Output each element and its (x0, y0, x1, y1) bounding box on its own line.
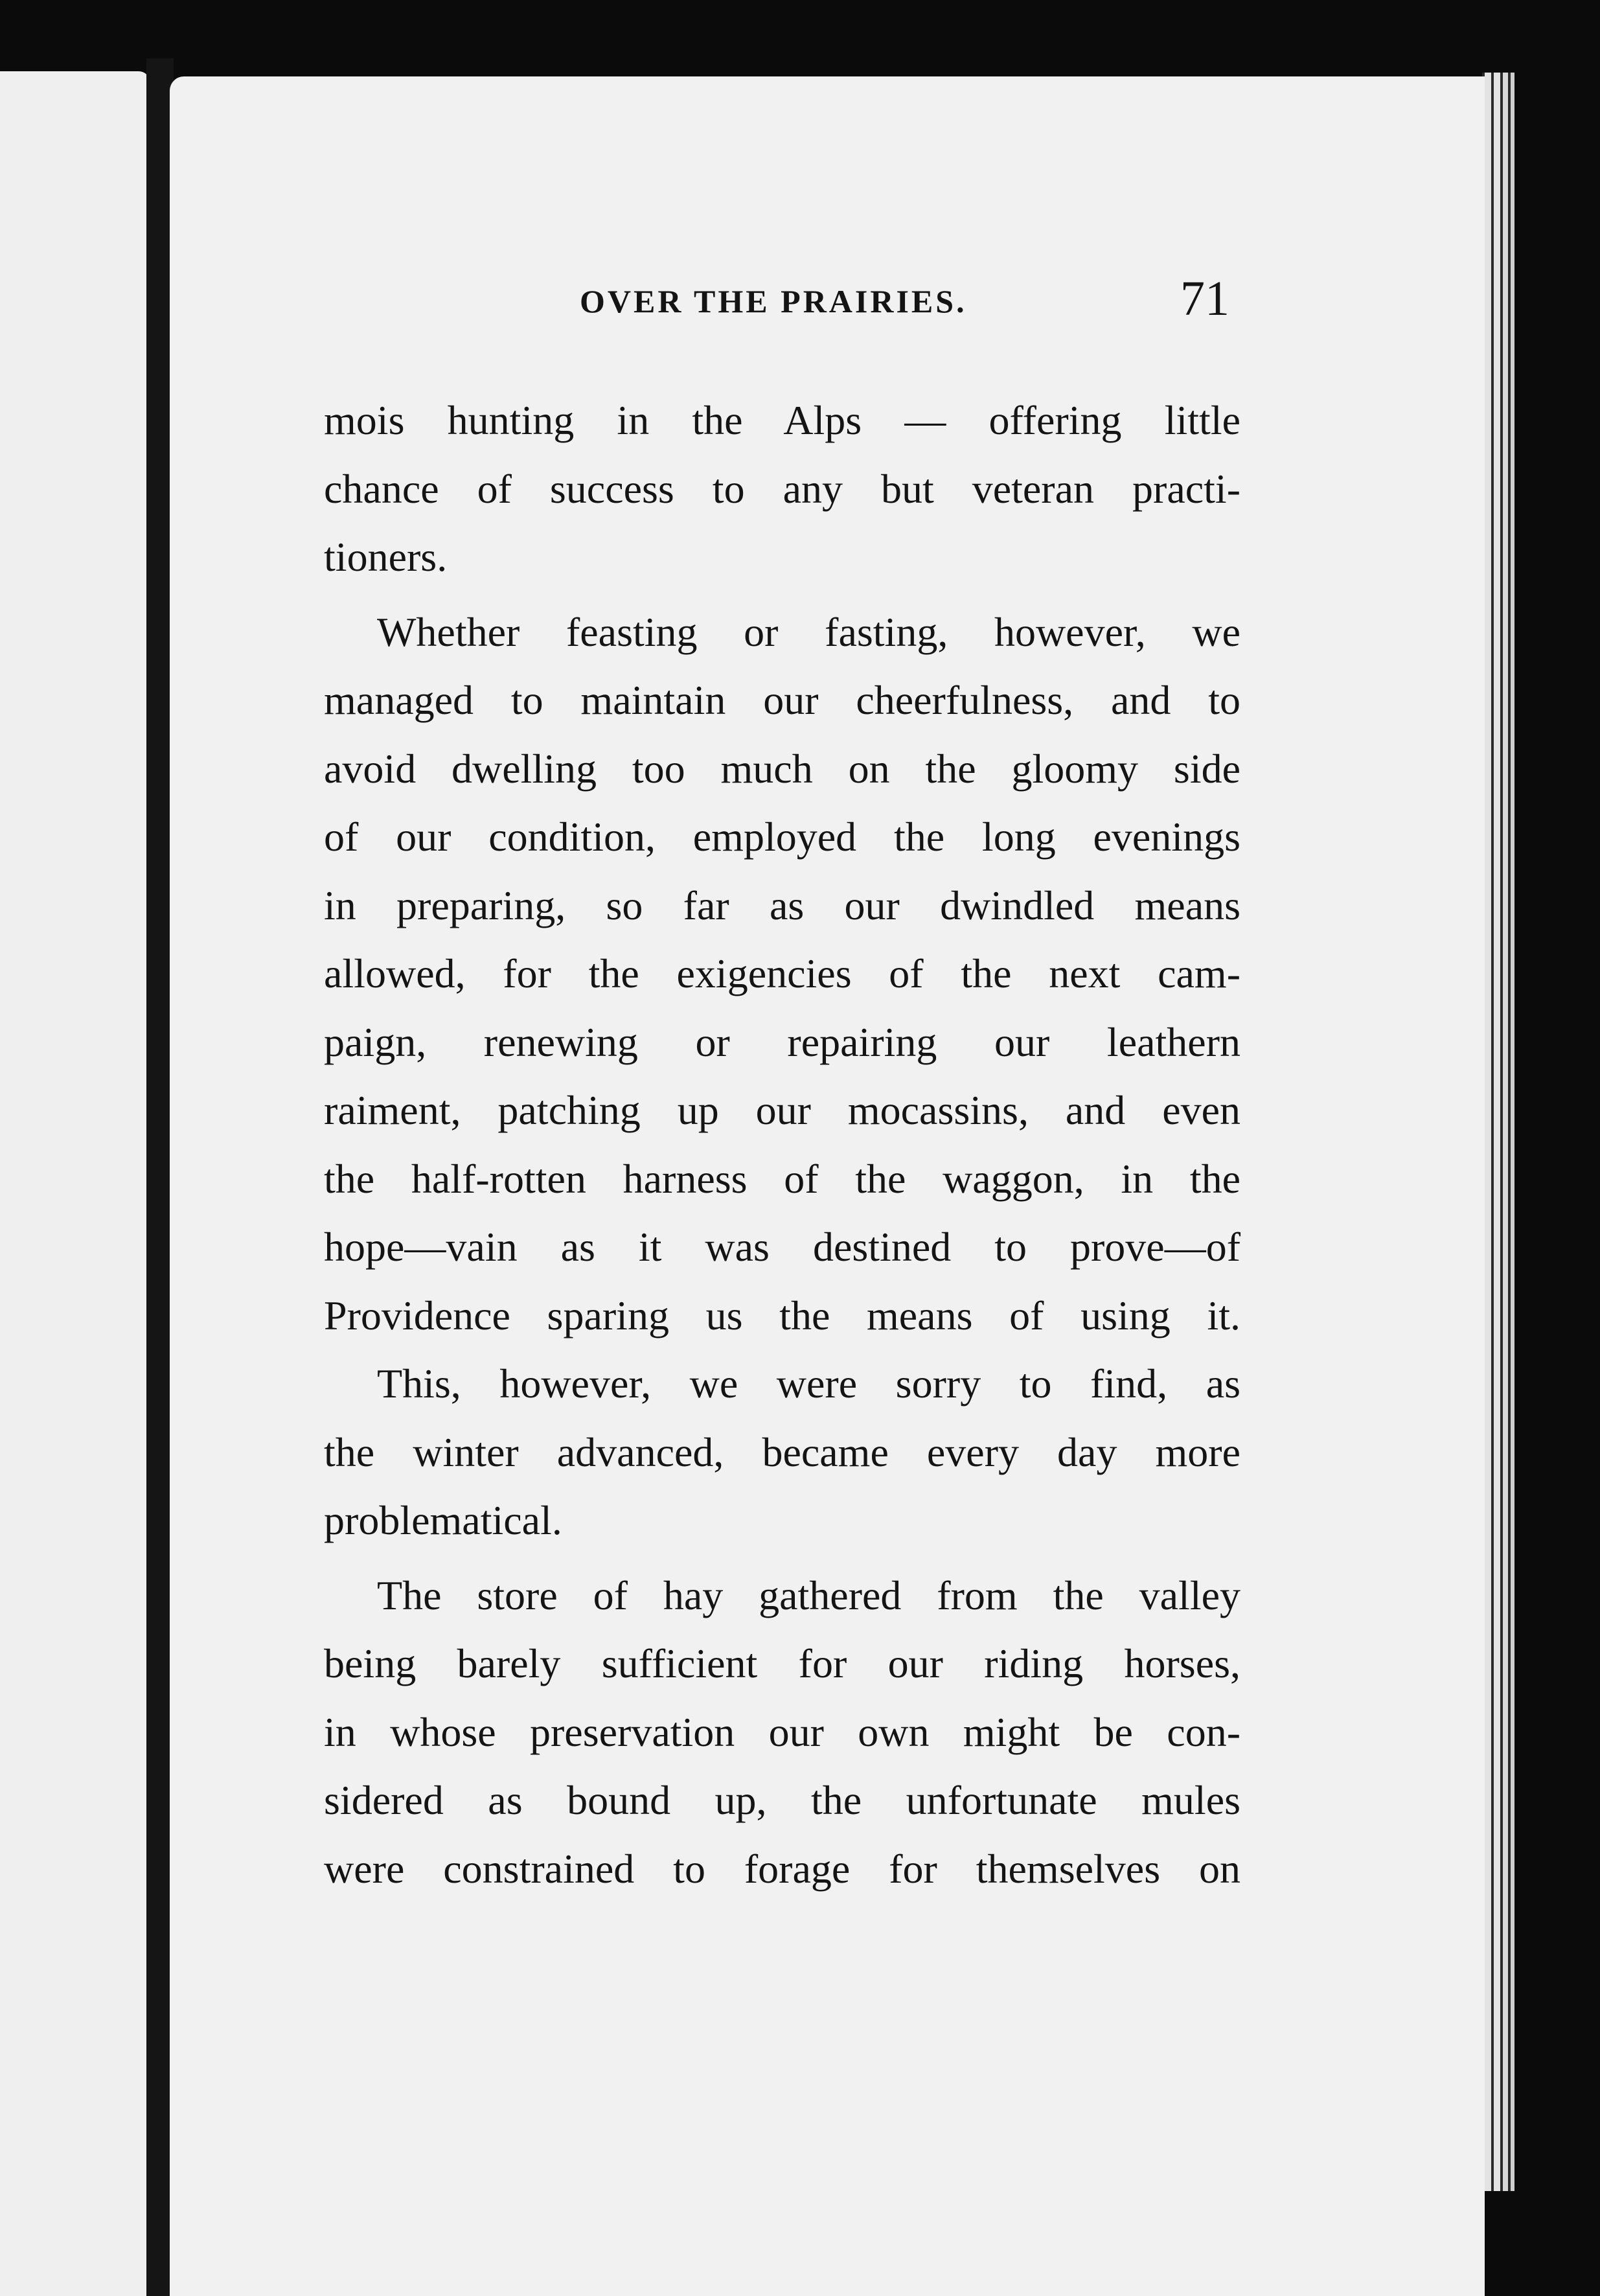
text-line: Providence sparing us the means of using it. (324, 1292, 1240, 1338)
text-line: raiment, patching up our mocassins, and even (324, 1087, 1240, 1133)
text-line: the half-rotten harness of the waggon, in the (324, 1155, 1240, 1202)
text-line: being barely sufficient for our riding horses, (324, 1640, 1240, 1686)
text-line: problematical. (324, 1497, 562, 1543)
text-line: of our condition, employed the long evenings (324, 814, 1240, 860)
page-edge (1508, 73, 1514, 2191)
text-line: avoid dwelling too much on the gloomy side (324, 745, 1240, 792)
text-line: The store of hay gathered from the valley (377, 1572, 1240, 1618)
facing-page-edge (0, 71, 150, 2296)
paragraph (324, 1561, 1240, 1903)
page-number: 71 (1180, 271, 1229, 326)
page-edge (1491, 73, 1500, 2191)
running-head (324, 271, 1237, 336)
body-text (324, 386, 1240, 1903)
text-line: mois hunting in the Alps — offering little (324, 397, 1240, 443)
text-line: managed to maintain our cheerfulness, and to (324, 677, 1240, 723)
page-edge (1500, 73, 1508, 2191)
paragraph (324, 1349, 1240, 1555)
text-line: allowed, for the exigencies of the next cam- (324, 950, 1240, 996)
text-line: sidered as bound up, the unfortunate mules (324, 1777, 1240, 1823)
text-line: in whose preservation our own might be con- (324, 1708, 1240, 1755)
text-line: paign, renewing or repairing our leathern (324, 1018, 1240, 1065)
text-line: tioners. (324, 534, 448, 580)
text-line: in preparing, so far as our dwindled means (324, 882, 1240, 928)
text-line: Whether feasting or fasting, however, we (377, 608, 1240, 655)
text-line: chance of success to any but veteran practi- (324, 465, 1240, 512)
text-line: This, however, we were sorry to find, as (377, 1360, 1240, 1406)
text-line: the winter advanced, became every day more (324, 1429, 1240, 1475)
paragraph (324, 386, 1240, 591)
paragraph (324, 598, 1240, 1350)
text-line: hope—vain as it was destined to prove—of (324, 1224, 1240, 1270)
running-title: OVER THE PRAIRIES. (580, 283, 967, 319)
text-line: were constrained to forage for themselves on (324, 1845, 1240, 1892)
